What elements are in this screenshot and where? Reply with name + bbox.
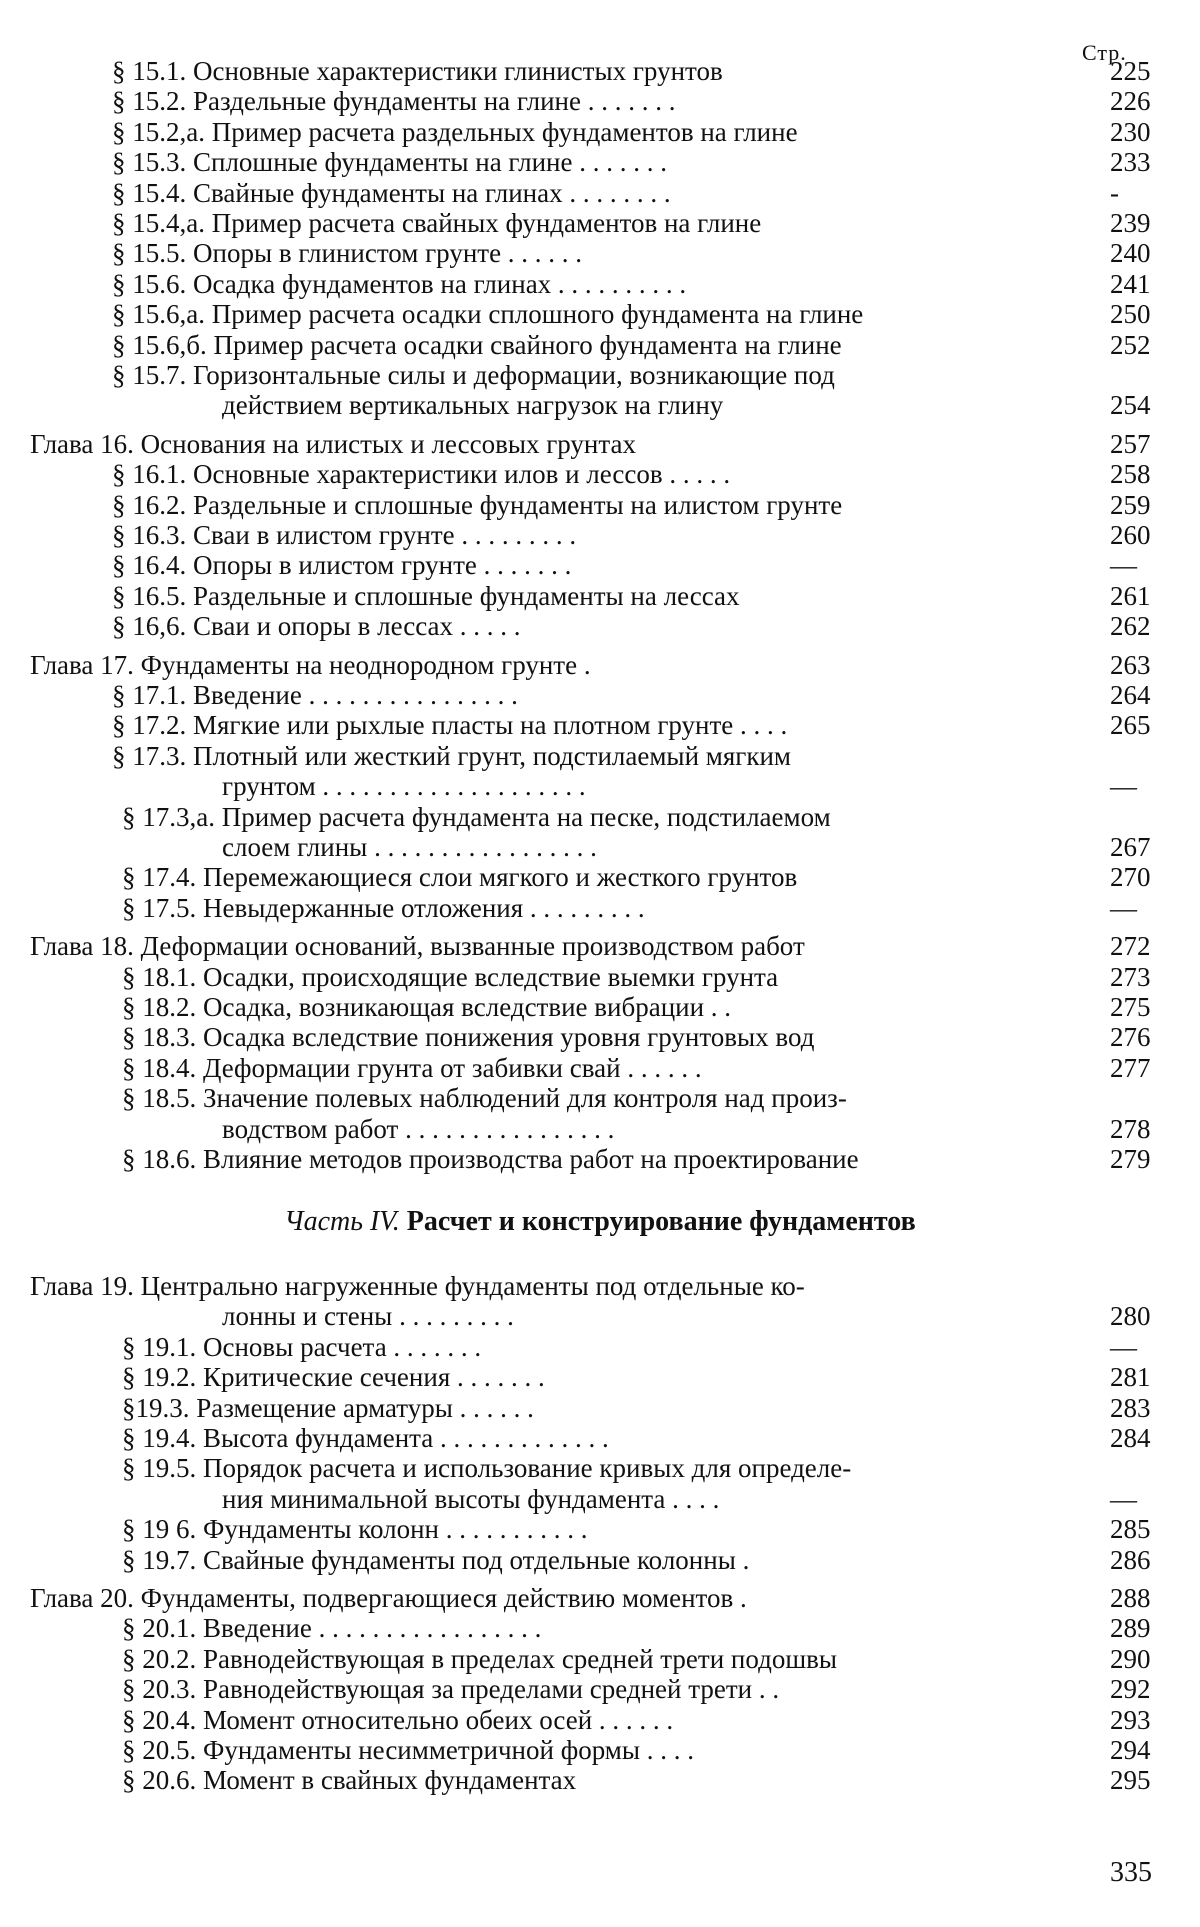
- toc-entry-text: § 15.6. Осадка фундаментов на глинах . . . . . . . . . .: [112, 268, 687, 299]
- toc-entry-page: 225: [1110, 56, 1151, 86]
- toc-entry-text: § 16.2. Раздельные и сплошные фундаменты на илистом грунте: [112, 489, 843, 520]
- toc-entry-text: действием вертикальных нагрузок на глину: [222, 390, 724, 421]
- toc-chapter-line: [0, 1270, 1200, 1302]
- toc-entry-page: —: [1110, 1331, 1137, 1362]
- toc-entry-text: § 20.4. Момент относительно обеих осей . . . . . .: [122, 1704, 674, 1735]
- toc-entry-page: 279: [1110, 1144, 1151, 1174]
- toc-entry-text: § 16.3. Сваи в илистом грунте . . . . . . . . .: [112, 520, 577, 550]
- toc-section-line: [0, 1704, 1200, 1736]
- toc-entry-page: 280: [1110, 1301, 1151, 1332]
- toc-entry-text: Глава 18. Деформации оснований, вызванные производством работ: [30, 931, 805, 962]
- toc-section-line: [0, 1331, 1200, 1363]
- toc-entry-page: —: [1110, 550, 1137, 581]
- toc-entry-text: § 18.1. Осадки, происходящие вследствие выемки грунта: [122, 961, 779, 992]
- toc-entry-page: 275: [1110, 992, 1151, 1022]
- toc-entry-page: 230: [1110, 116, 1151, 147]
- toc-section-line: [0, 1052, 1200, 1084]
- toc-section-line: [0, 1143, 1200, 1175]
- toc-entry-text: слоем глины . . . . . . . . . . . . . . . . .: [222, 832, 597, 862]
- toc-entry-text: § 15.3. Сплошные фундаменты на глине . . . . . . .: [112, 147, 667, 178]
- toc-entry-text: § 18.2. Осадка, возникающая вследствие вибрации . .: [122, 992, 732, 1022]
- toc-section-line: [0, 679, 1200, 711]
- toc-entry-text: § 20.6. Момент в свайных фундаментах: [122, 1765, 577, 1796]
- toc-section-line: [0, 1082, 1200, 1114]
- toc-section-line: [0, 1513, 1200, 1545]
- toc-entry-text: § 16.4. Опоры в илистом грунте . . . . . . .: [112, 550, 572, 581]
- toc-section-line: [0, 991, 1200, 1023]
- part-title: [0, 1206, 1200, 1238]
- toc-section-line: [0, 519, 1200, 551]
- toc-entry-page: 264: [1110, 680, 1151, 710]
- toc-entry-text: § 15.1. Основные характеристики глинистых грунтов: [112, 56, 723, 86]
- toc-entry-text: §19.3. Размещение арматуры . . . . . .: [122, 1392, 534, 1423]
- toc-entry-page: 267: [1110, 832, 1151, 862]
- toc-entry-text: § 16.1. Основные характеристики илов и лессов . . . . .: [112, 459, 731, 490]
- page-column-label: Стр.: [1082, 40, 1127, 65]
- toc-section-line: [0, 1361, 1200, 1393]
- toc-entry-page: 263: [1110, 649, 1151, 680]
- toc-section-line: [0, 85, 1200, 117]
- toc-section-line: [0, 1483, 1200, 1515]
- toc-entry-page: 281: [1110, 1362, 1151, 1393]
- toc-entry-page: 288: [1110, 1583, 1151, 1613]
- toc-entry-text: § 17.4. Перемежающиеся слои мягкого и жесткого грунтов: [122, 862, 798, 893]
- toc-entry-text: Глава 20. Фундаменты, подвергающиеся действию моментов .: [30, 1583, 747, 1613]
- toc-entry-page: 283: [1110, 1392, 1151, 1423]
- toc-entry-page: 226: [1110, 86, 1151, 117]
- toc-entry-text: § 15.5. Опоры в глинистом грунте . . . . . .: [112, 238, 583, 269]
- toc-entry-text: § 18.6. Влияние методов производства работ на проектирование: [122, 1144, 859, 1174]
- toc-entry-text: грунтом . . . . . . . . . . . . . . . . . . . .: [222, 771, 586, 802]
- toc-section-line: [0, 116, 1200, 148]
- toc-section-line: [0, 1734, 1200, 1766]
- toc-entry-text: § 15.6,а. Пример расчета осадки сплошного фундамента на глине: [112, 299, 864, 330]
- toc-section-line: [0, 268, 1200, 300]
- toc-section-line: [0, 610, 1200, 642]
- toc-section-line: [0, 458, 1200, 490]
- toc-entry-page: 289: [1110, 1613, 1151, 1644]
- toc-entry-page: 293: [1110, 1704, 1151, 1735]
- toc-entry-text: лонны и стены . . . . . . . . .: [222, 1301, 514, 1332]
- toc-entry-text: Глава 16. Основания на илистых и лессовых грунтах: [30, 428, 636, 459]
- toc-entry-text: § 15.2. Раздельные фундаменты на глине . . . . . . .: [112, 86, 676, 117]
- toc-entry-page: 262: [1110, 611, 1151, 642]
- toc-entry-text: § 20.5. Фундаменты несимметричной формы . . . .: [122, 1735, 695, 1765]
- toc-entry-text: § 20.3. Равнодействующая за пределами средней трети . .: [122, 1674, 780, 1705]
- toc-entry-page: 273: [1110, 961, 1151, 992]
- toc-entry-page: 239: [1110, 208, 1151, 238]
- toc-section-line: [0, 549, 1200, 581]
- toc-section-line: [0, 1021, 1200, 1053]
- toc-entry-page: -: [1110, 177, 1119, 208]
- toc-chapter-line: [0, 428, 1200, 460]
- toc-section-line: [0, 298, 1200, 330]
- toc-entry-text: водством работ . . . . . . . . . . . . . . . .: [222, 1113, 615, 1144]
- toc-section-line: [0, 770, 1200, 802]
- toc-entry-page: 272: [1110, 931, 1151, 962]
- toc-section-line: [0, 389, 1200, 421]
- toc-entry-page: —: [1110, 1483, 1137, 1514]
- toc-entry-text: Глава 17. Фундаменты на неоднородном грунте .: [30, 649, 591, 680]
- toc-entry-text: § 17.1. Введение . . . . . . . . . . . . . . . .: [112, 680, 518, 710]
- toc-entry-page: 240: [1110, 238, 1151, 269]
- toc-entry-page: 284: [1110, 1423, 1151, 1453]
- toc-entry-page: 265: [1110, 710, 1151, 741]
- page-number: 335: [1110, 1857, 1152, 1888]
- toc-entry-text: § 15.4,а. Пример расчета свайных фундаментов на глине: [112, 208, 762, 238]
- toc-entry-page: 295: [1110, 1765, 1151, 1796]
- toc-entry-page: 260: [1110, 520, 1151, 550]
- toc-entry-page: 285: [1110, 1514, 1151, 1545]
- toc-entry-text: § 18.5. Значение полевых наблюдений для контроля над произ-: [122, 1083, 847, 1114]
- toc-chapter-line: [0, 649, 1200, 681]
- toc-section-line: [0, 1612, 1200, 1644]
- toc-section-line: [0, 740, 1200, 772]
- toc-entry-page: 292: [1110, 1674, 1151, 1705]
- toc-section-line: [0, 1764, 1200, 1796]
- toc-entry-page: —: [1110, 771, 1137, 802]
- toc-section-line: [0, 207, 1200, 239]
- toc-entry-page: 294: [1110, 1735, 1151, 1765]
- toc-section-line: [0, 146, 1200, 178]
- toc-entry-text: § 19.1. Основы расчета . . . . . . .: [122, 1331, 482, 1362]
- toc-section-line: [0, 1392, 1200, 1424]
- toc-entry-text: § 16,6. Сваи и опоры в лессах . . . . .: [112, 611, 521, 642]
- toc-entry-text: § 19.5. Порядок расчета и использование кривых для определе-: [122, 1453, 852, 1484]
- toc-entry-text: § 17.3,а. Пример расчета фундамента на песке, подстилаемом: [122, 801, 831, 832]
- toc-section-line: [0, 892, 1200, 924]
- toc-entry-page: 257: [1110, 428, 1151, 459]
- toc-entry-text: § 17.2. Мягкие или рыхлые пласты на плотном грунте . . . .: [112, 710, 788, 741]
- toc-section-line: [0, 329, 1200, 361]
- toc-entry-page: 259: [1110, 489, 1151, 520]
- toc-entry-page: 290: [1110, 1643, 1151, 1674]
- part-name: Расчет и конструирование фундаментов: [406, 1206, 916, 1237]
- toc-section-line: [0, 1643, 1200, 1675]
- toc-entry-text: ния минимальной высоты фундамента . . . .: [222, 1483, 720, 1514]
- toc-section-line: [0, 831, 1200, 863]
- toc-entry-text: § 18.4. Деформации грунта от забивки свай . . . . . .: [122, 1052, 702, 1083]
- toc-section-line: [0, 1113, 1200, 1145]
- toc-entry-page: 277: [1110, 1052, 1151, 1083]
- toc-section-line: [0, 580, 1200, 612]
- toc-entry-text: § 15.7. Горизонтальные силы и деформации, возникающие под: [112, 360, 835, 390]
- toc-section-line: [0, 359, 1200, 391]
- toc-section-line: [0, 1673, 1200, 1705]
- toc-entry-page: 270: [1110, 862, 1151, 893]
- toc-entry-page: 258: [1110, 459, 1151, 490]
- toc-section-line: [0, 709, 1200, 741]
- toc-entry-page: 254: [1110, 390, 1151, 421]
- toc-entry-text: § 20.2. Равнодействующая в пределах средней трети подошвы: [122, 1643, 837, 1674]
- toc-entry-page: 261: [1110, 580, 1151, 611]
- toc-section-line: [0, 177, 1200, 209]
- toc-section-line: [0, 1300, 1200, 1332]
- toc-entry-text: § 17.5. Невыдержанные отложения . . . . . . . . .: [122, 892, 645, 923]
- toc-entry-text: § 19.4. Высота фундамента . . . . . . . . . . . . .: [122, 1423, 609, 1453]
- toc-entry-text: § 15.6,б. Пример расчета осадки свайного фундамента на глине: [112, 329, 842, 360]
- toc-entry-text: § 17.3. Плотный или жесткий грунт, подстилаемый мягким: [112, 740, 792, 771]
- toc-entry-text: § 18.3. Осадка вследствие понижения уровня грунтовых вод: [122, 1022, 815, 1053]
- toc-entry-text: § 19.7. Свайные фундаменты под отдельные колонны .: [122, 1544, 750, 1575]
- toc-section-line: [0, 55, 1200, 87]
- toc-section-line: [0, 1422, 1200, 1454]
- part-label: Часть IV.: [284, 1206, 400, 1237]
- toc-entry-page: 252: [1110, 329, 1151, 360]
- toc-section-line: [0, 861, 1200, 893]
- toc-section-line: [0, 961, 1200, 993]
- toc-section-line: [0, 489, 1200, 521]
- toc-entry-page: 278: [1110, 1113, 1151, 1144]
- toc-section-line: [0, 1452, 1200, 1484]
- toc-entry-text: Глава 19. Центрально нагруженные фундаменты под отдельные ко-: [30, 1271, 805, 1301]
- toc-entry-text: § 15.4. Свайные фундаменты на глинах . . . . . . . .: [112, 177, 671, 208]
- toc-entry-text: § 16.5. Раздельные и сплошные фундаменты на лессах: [112, 580, 740, 611]
- toc-entry-page: —: [1110, 892, 1137, 923]
- toc-chapter-line: [0, 930, 1200, 962]
- toc-chapter-line: [0, 1582, 1200, 1614]
- toc-section-line: [0, 1544, 1200, 1576]
- toc-entry-text: § 19 6. Фундаменты колонн . . . . . . . . . . .: [122, 1514, 588, 1545]
- toc-entry-text: § 15.2,а. Пример расчета раздельных фундаментов на глине: [112, 116, 798, 147]
- toc-entry-text: § 20.1. Введение . . . . . . . . . . . . . . . . .: [122, 1613, 542, 1644]
- toc-entry-page: 241: [1110, 268, 1151, 299]
- toc-entry-page: 276: [1110, 1022, 1151, 1053]
- toc-entry-page: 250: [1110, 299, 1151, 330]
- toc-section-line: [0, 237, 1200, 269]
- toc-section-line: [0, 801, 1200, 833]
- toc-entry-page: 286: [1110, 1544, 1151, 1575]
- toc-entry-text: § 19.2. Критические сечения . . . . . . .: [122, 1362, 545, 1393]
- toc-entry-page: 233: [1110, 147, 1151, 178]
